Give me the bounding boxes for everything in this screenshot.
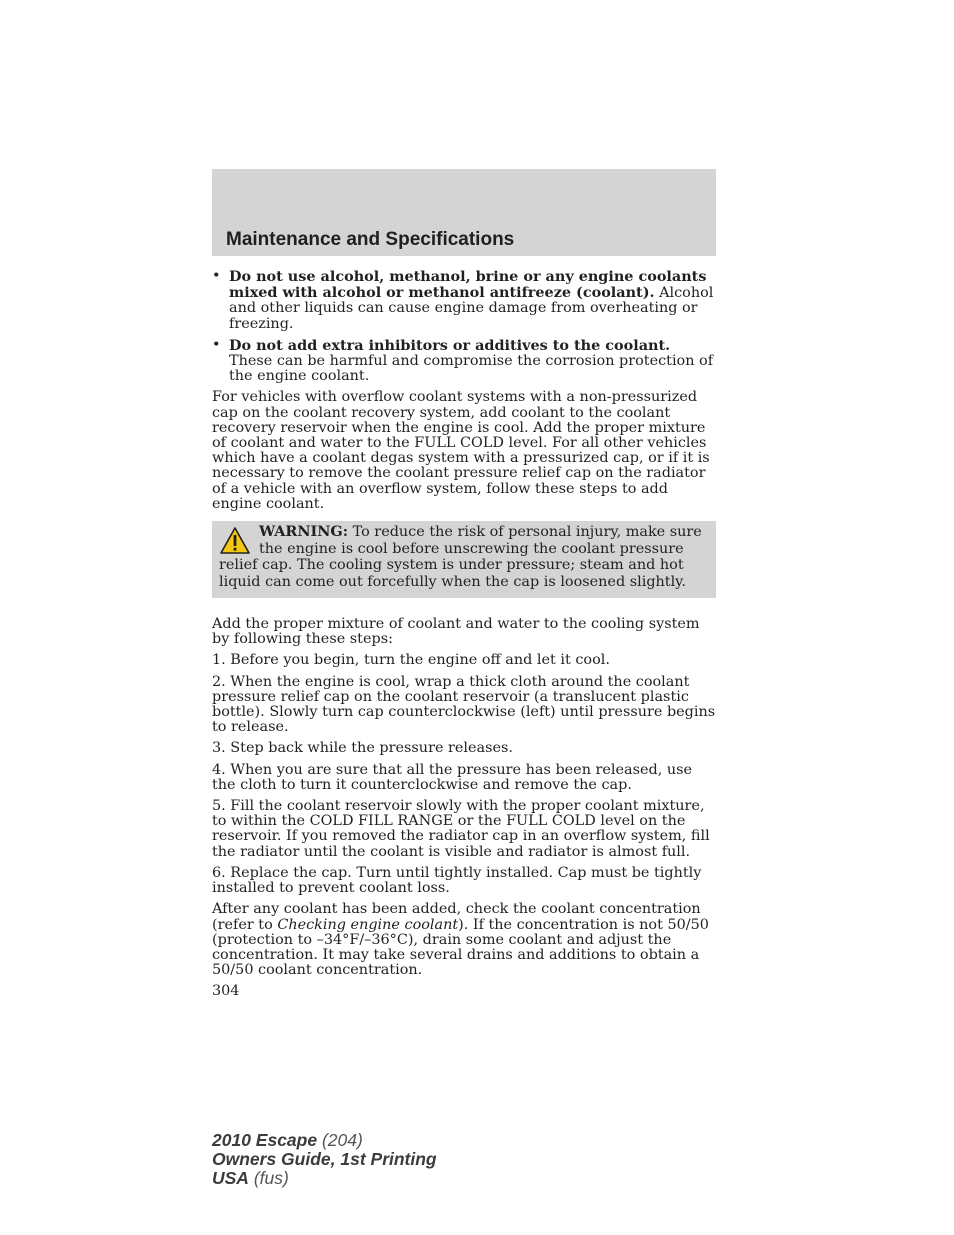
bullet-text: Alcohol and other liquids can cause engine damage from overheating or freezing. [229, 285, 714, 332]
page-content [212, 269, 716, 1000]
bullet-dot: • [212, 336, 221, 353]
step-item: 4. When you are sure that all the pressure has been released, use the cloth to turn it counterclockwise and remove the cap. [212, 761, 693, 793]
bullet-text: These can be harmful and compromise the corrosion protection of the engine coolant. [229, 353, 714, 385]
document-footer [212, 1131, 437, 1188]
cross-reference-link[interactable]: Checking engine coolant [277, 916, 459, 933]
footer-model-code: (204) [317, 1130, 363, 1150]
bullet-bold-text: Do not use alcohol, methanol, brine or any engine coolants mixed with alcohol or methanol antifreeze (coolant). [229, 268, 707, 302]
bullet-item [212, 338, 716, 385]
step-item: 2. When the engine is cool, wrap a thick cloth around the coolant pressure relief cap on the coolant reservoir (a translucent plastic bottle). Slowly turn cap counterclockwise (left) until pressure begins to release. [212, 673, 716, 736]
footer-edition: Owners Guide, 1st Printing [212, 1149, 437, 1169]
closing-text-before: After any coolant has been added, check the coolant concentration (refer to [212, 901, 701, 933]
warning-label: WARNING: [259, 523, 349, 541]
step-item: 6. Replace the cap. Turn until tightly installed. Cap must be tightly installed to prevent coolant loss. [212, 864, 702, 897]
footer-market-code: (fus) [248, 1168, 289, 1188]
step-item: 3. Step back while the pressure releases. [212, 740, 513, 757]
steps-intro: Add the proper mixture of coolant and water to the cooling system by following these steps: [212, 616, 700, 648]
warning-text: To reduce the risk of personal injury, make sure the engine is cool before unscrewing the coolant pressure relief cap. The cooling system is under pressure; steam and hot liquid can come out forcefully when the cap is loosened slightly. [219, 524, 702, 590]
closing-text-after: ). If the concentration is not 50/50 (protection to –34°F/–36°C), drain some coolant and adjust the concentration. It may take several drains and additions to obtain a 50/50 coolant concentration. [212, 916, 709, 979]
intro-paragraph: For vehicles with overflow coolant systems with a non-pressurized cap on the coolant recovery system, add coolant to the coolant recovery reservoir when the engine is cool. Add the proper mixture of coolant and water to the FULL COLD level. For all other vehicles which have a coolant degas system with a pressurized cap, or if it is necessary to remove the coolant pressure relief cap on the radiator of a vehicle with an overflow system, follow these steps to add engine coolant. [212, 389, 710, 512]
bullet-dot: • [212, 268, 221, 284]
footer-line-market [212, 1169, 437, 1188]
bullet-bold-text: Do not add extra inhibitors or additives to the coolant. [229, 336, 671, 354]
step-item: 5. Fill the coolant reservoir slowly with the proper coolant mixture, to within the COLD FILL RANGE or the FULL COLD level on the reservoir. If you removed the radiator cap in an overflow system, fill the radiator until the coolant is visible and radiator is almost full. [212, 798, 710, 860]
footer-line-model [212, 1131, 437, 1150]
warning-triangle-icon [219, 526, 251, 556]
bullet-item [212, 269, 716, 332]
footer-model: 2010 Escape [212, 1130, 318, 1150]
section-title: Maintenance and Specifications [226, 229, 515, 250]
closing-paragraph [212, 902, 716, 978]
page-number: 304 [212, 983, 240, 1000]
step-item: 1. Before you begin, turn the engine off and let it cool. [212, 652, 610, 669]
footer-market: USA [212, 1168, 249, 1188]
warning-box [212, 521, 716, 598]
